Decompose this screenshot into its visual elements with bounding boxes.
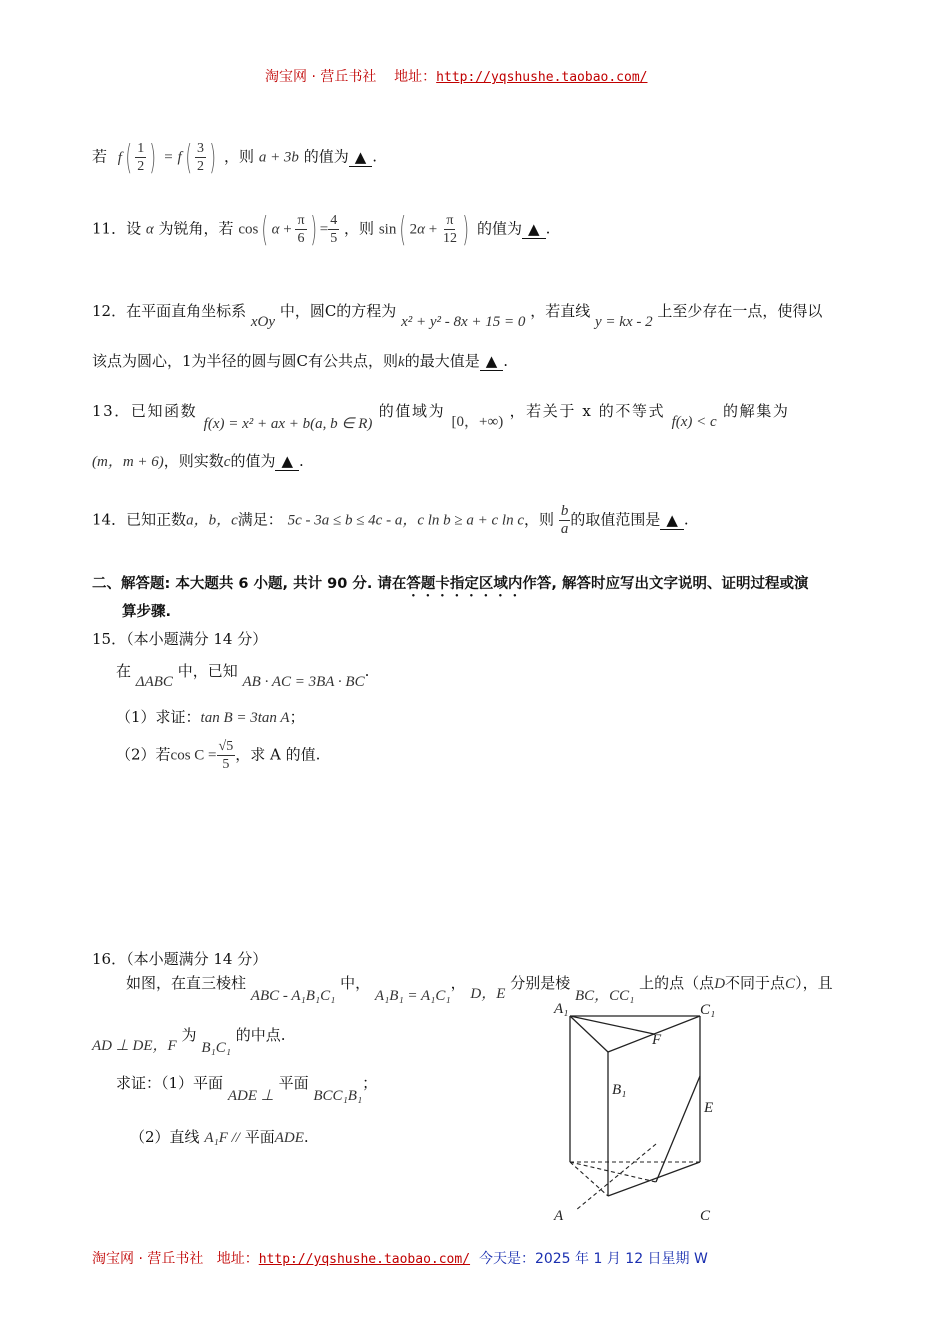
q16-semicolon: ； bbox=[362, 1074, 378, 1092]
q10-then: ，则 bbox=[224, 147, 255, 166]
question-13-line1 bbox=[92, 400, 790, 432]
q12-text3: ，若直线 bbox=[530, 302, 591, 320]
q13-text5: ，则实数 bbox=[163, 452, 224, 470]
q10-end: . bbox=[372, 147, 378, 166]
footer-shop: 淘宝网 · 营丘书社 bbox=[92, 1251, 204, 1267]
q16-proof2 bbox=[130, 1126, 309, 1147]
q15-title: 15．（本小题满分 14 分） bbox=[92, 630, 268, 648]
q11-text3: 的值为 bbox=[477, 219, 523, 238]
q16-proof1 bbox=[116, 1072, 378, 1104]
section-heading bbox=[92, 572, 808, 600]
header-url-link[interactable]: http://yqshushe.taobao.com/ bbox=[436, 70, 648, 85]
q16-edge-eq: A₁B₁ = A₁C₁ bbox=[374, 988, 451, 1004]
q16-plane-word: 平面 bbox=[278, 1074, 309, 1092]
page-header bbox=[265, 66, 648, 86]
q16-plane-bcc1b1: BCC₁B₁ bbox=[313, 1088, 363, 1104]
q13-text2: 的值域为 bbox=[378, 402, 446, 420]
question-12-line1 bbox=[92, 300, 823, 330]
q16-point-c: C bbox=[785, 976, 796, 992]
q15-cos-c: cos C = bbox=[170, 747, 217, 764]
q15-triangle: ΔABC bbox=[135, 674, 173, 690]
q14-text3: ，则 bbox=[524, 510, 555, 529]
q12-circle-eq: x² + y² - 8x + 15 = 0 bbox=[401, 314, 526, 330]
footer-url-link[interactable]: http://yqshushe.taobao.com/ bbox=[258, 1252, 471, 1267]
label-c: C bbox=[700, 1208, 711, 1224]
q15-part2 bbox=[116, 738, 320, 773]
question-13-line2 bbox=[92, 450, 304, 471]
label-e: E bbox=[704, 1100, 714, 1116]
alpha-symbol: α bbox=[145, 221, 154, 238]
q15-intro-b: 中，已知 bbox=[177, 662, 238, 680]
q14-text2: 满足： bbox=[237, 510, 283, 529]
q12-text5: 该点为圆心，1为半径的圆与圆C有公共点，则 bbox=[92, 352, 399, 370]
q12-text6: 的最大值是 bbox=[404, 352, 480, 370]
q16-p2-end: . bbox=[303, 1128, 309, 1146]
frac-4-5: $\frac{4}{5}$ bbox=[330, 213, 338, 246]
q11-text1: 为锐角，若 bbox=[158, 219, 234, 238]
prism-figure bbox=[548, 996, 738, 1228]
q16-text-d: 分别是棱 bbox=[510, 974, 571, 992]
question-11: 11．设 α 为锐角，若 cos( α + $\frac{\pi}{6}$ ) = $\frac{4}{5}$ ，则 sin( 2α + $\frac{\pi}{12}$ ) 的值为 ▲ . bbox=[92, 209, 551, 250]
q16-title: 16．（本小题满分 14 分） bbox=[92, 950, 268, 968]
q13-text3: ，若关于 x 的不等式 bbox=[509, 402, 666, 420]
q16-ad-de: AD ⊥ DE，F bbox=[92, 1038, 177, 1054]
answer-blank: ▲ bbox=[275, 452, 299, 471]
label-a: A bbox=[554, 1208, 564, 1224]
q16-edges: BC，CC₁ bbox=[574, 988, 635, 1004]
q16-line2 bbox=[92, 1024, 286, 1056]
q14-cond1: 5c - 3a ≤ b ≤ 4c - a bbox=[287, 512, 403, 529]
question-12-line2 bbox=[92, 350, 508, 371]
q12-end: . bbox=[503, 352, 509, 370]
edge-bc bbox=[608, 1162, 700, 1196]
edge-ab-hidden bbox=[570, 1162, 608, 1196]
q16-proof-label: 求证：（1）平面 bbox=[116, 1074, 224, 1092]
q13-inequality: f(x) < c bbox=[671, 414, 717, 430]
q16-p2-ade: ADE bbox=[274, 1130, 304, 1146]
q15-vector-eq: AB · AC = 3BA · BC bbox=[242, 674, 365, 690]
q16-text-wei: 为 bbox=[181, 1026, 197, 1044]
q16-text-midpoint: 的中点. bbox=[235, 1026, 286, 1044]
frac-pi-6: $\frac{\pi}{6}$ bbox=[297, 213, 305, 246]
header-addr-label: 地址： bbox=[394, 69, 437, 85]
segment-de bbox=[656, 1076, 700, 1182]
q15-p2-text: ，求 A 的值. bbox=[235, 745, 321, 764]
footer-date: 2025 年 1 月 12 日星期 W bbox=[534, 1251, 708, 1267]
section-text-a: 二、解答题: 本大题共 6 小题, 共计 90 分. 请在 bbox=[92, 576, 407, 592]
frac-sqrt5-over-5: $\frac{√5}{5}$ bbox=[218, 739, 234, 772]
q13-text1: 13．已知函数 bbox=[92, 402, 198, 420]
q12-text1: 12．在平面直角坐标系 bbox=[92, 302, 247, 320]
q16-text-g: ），且 bbox=[795, 974, 833, 992]
frac-pi-12: $\frac{\pi}{12}$ bbox=[442, 213, 457, 246]
q15-intro-end: . bbox=[364, 662, 370, 680]
label-b1: B₁ bbox=[612, 1082, 627, 1098]
q16-p2-label: （2）直线 bbox=[130, 1128, 200, 1146]
q16-text-f: 不同于点 bbox=[725, 974, 786, 992]
q16-text-e: 上的点（点 bbox=[639, 974, 715, 992]
q12-text2: 中，圆C的方程为 bbox=[279, 302, 397, 320]
segment-extension-hidden bbox=[576, 1144, 656, 1210]
q12-text4: 上至少存在一点，使得以 bbox=[657, 302, 823, 320]
q12-xoy: xOy bbox=[250, 314, 276, 330]
q10-expr: a + 3b bbox=[258, 149, 299, 166]
footer-today-label: 今天是： bbox=[478, 1251, 535, 1267]
q13-interval: (m，m + 6) bbox=[92, 454, 164, 470]
q13-text6: 的值为 bbox=[230, 452, 276, 470]
q10-value-text: 的值为 bbox=[303, 147, 349, 166]
q13-end: . bbox=[299, 452, 304, 470]
label-a1: A₁ bbox=[554, 1001, 569, 1017]
q11-num: 11．设 bbox=[92, 219, 142, 238]
q13-c: c bbox=[223, 454, 231, 470]
section-heading-line2: 算步骤. bbox=[122, 604, 172, 620]
page-footer bbox=[92, 1248, 708, 1268]
q15-p1-expr: tan B = 3tan A bbox=[200, 710, 290, 726]
q10-if: 若 bbox=[92, 147, 108, 166]
q16-de: D，E bbox=[470, 986, 506, 1002]
q11-text2: ，则 bbox=[344, 219, 375, 238]
answer-blank: ▲ bbox=[480, 352, 504, 371]
segment-a1f bbox=[570, 1016, 654, 1034]
q16-point-d: D bbox=[714, 976, 726, 992]
frac-b-over-a: $\frac{b}{a}$ bbox=[560, 503, 569, 537]
q16-line1 bbox=[126, 972, 833, 1004]
q16-a1f: A₁F // bbox=[204, 1130, 240, 1146]
q13-range: [0，+∞) bbox=[451, 414, 504, 430]
q15-p1-label: （1）求证： bbox=[116, 708, 201, 726]
q16-text-a: 如图，在直三棱柱 bbox=[126, 974, 247, 992]
q15-part1 bbox=[116, 706, 305, 727]
frac-three-halves: $\frac{3}{2}$ bbox=[196, 141, 204, 174]
q14-end: . bbox=[683, 510, 689, 529]
q15-intro-a: 在 bbox=[116, 662, 132, 680]
q10-line: 若 f( $\frac{1}{2}$ ) = f( $\frac{3}{2}$ ) ，则 a + 3b 的值为 ▲ . bbox=[92, 137, 378, 178]
q14-text4: 的取值范围是 bbox=[570, 510, 661, 529]
label-c1: C₁ bbox=[700, 1002, 716, 1018]
q16-b1c1: B₁C₁ bbox=[201, 1040, 231, 1056]
q16-prism: ABC - A₁B₁C₁ bbox=[250, 988, 336, 1004]
answer-blank: ▲ bbox=[349, 148, 373, 167]
section-text-b: 作答, 解答时应写出文字说明、证明过程或演 bbox=[522, 576, 809, 592]
q15-intro bbox=[116, 660, 370, 690]
label-f: F bbox=[652, 1032, 662, 1048]
q13-function: f(x) = x² + ax + b(a, b ∈ R) bbox=[203, 416, 373, 432]
q16-plane-ade: ADE ⊥ bbox=[227, 1088, 274, 1104]
footer-addr-label: 地址： bbox=[216, 1251, 259, 1267]
q16-p2-plane-word: 平面 bbox=[244, 1128, 275, 1146]
q13-text4: 的解集为 bbox=[723, 402, 790, 420]
answer-blank: ▲ bbox=[660, 511, 684, 530]
q11-end: . bbox=[545, 219, 551, 238]
q12-line-eq: y = kx - 2 bbox=[595, 314, 653, 330]
q16-text-c: ， bbox=[450, 974, 466, 992]
q14-vars: a，b，c bbox=[186, 512, 238, 529]
header-shop: 淘宝网 · 营丘书社 bbox=[265, 69, 377, 85]
question-14 bbox=[92, 503, 689, 538]
q12-k: k bbox=[398, 354, 405, 370]
q15-p1-end: ； bbox=[289, 708, 305, 726]
edge-a1b1 bbox=[570, 1016, 608, 1052]
q16-text-b: 中， bbox=[340, 974, 371, 992]
answer-blank: ▲ bbox=[522, 220, 546, 239]
q14-cond2: ，c ln b ≥ a + c ln c bbox=[402, 512, 525, 529]
section-emphasis: 答题卡指定区域内 bbox=[406, 576, 523, 592]
segment-ad-hidden bbox=[570, 1162, 656, 1182]
frac-half: $\frac{1}{2}$ bbox=[137, 141, 145, 174]
q14-text1: 14．已知正数 bbox=[92, 510, 187, 529]
q15-p2-label: （2）若 bbox=[116, 745, 171, 764]
